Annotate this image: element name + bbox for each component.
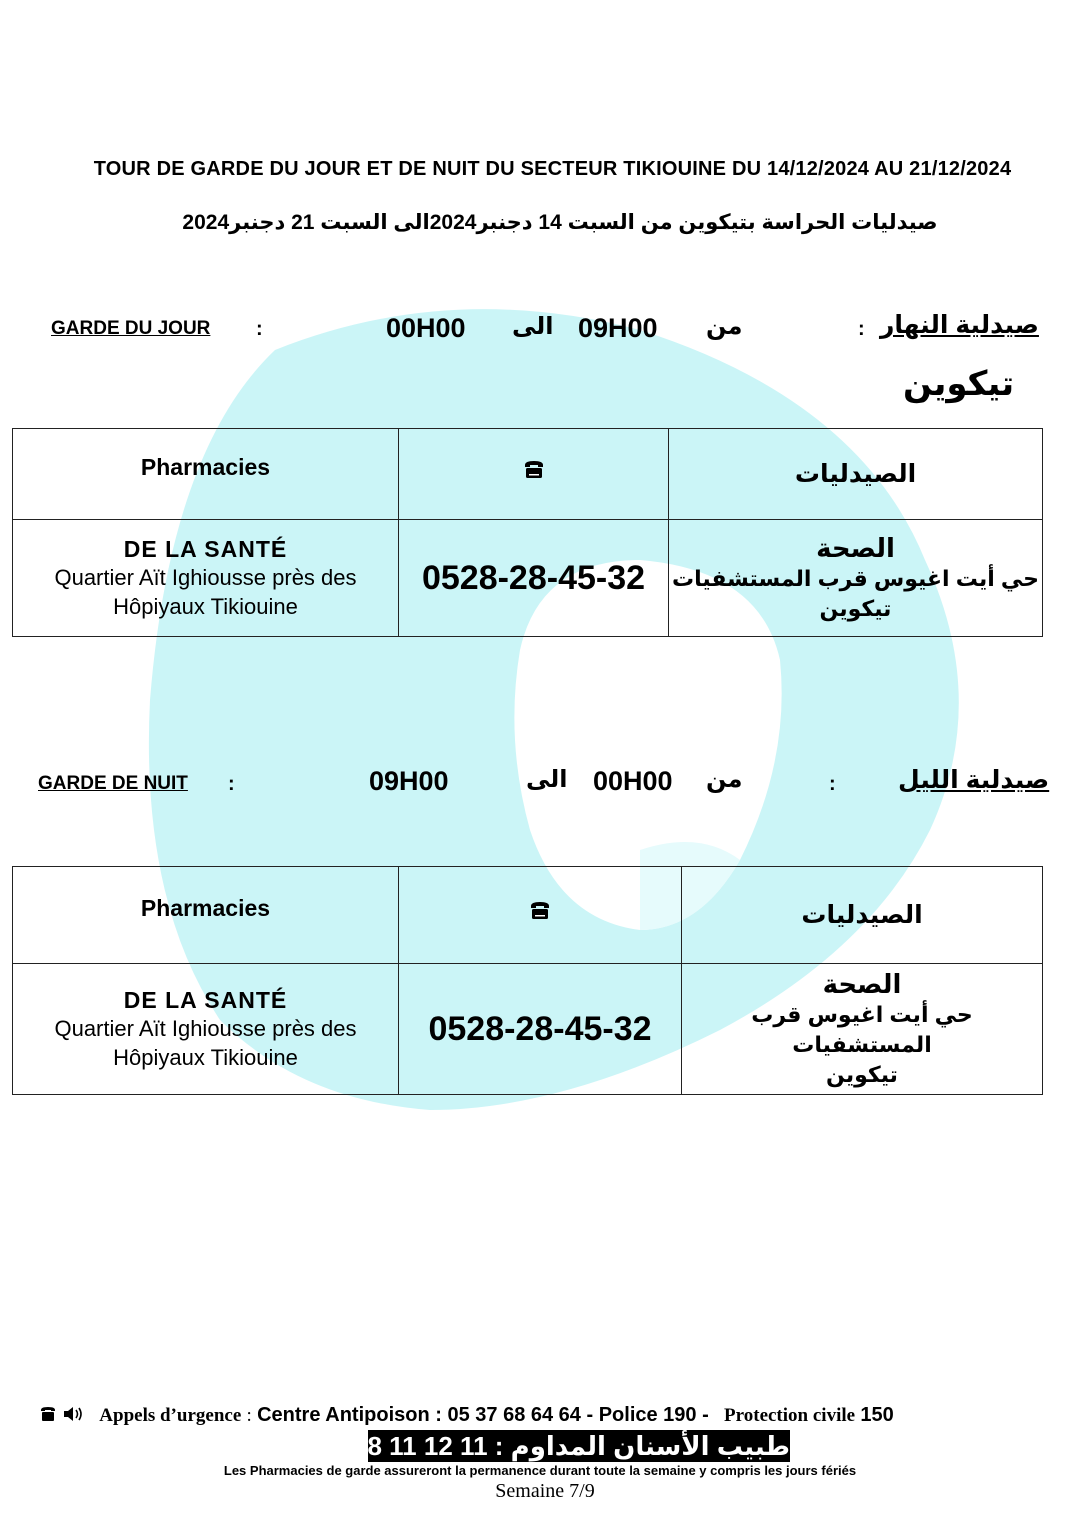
day-pharmacy-phone: 0528-28-45-32	[421, 558, 646, 597]
night-pharmacy-ar-cell	[682, 964, 1043, 1095]
day-pharmacy-address-fr-2: Hôpiyaux Tikiouine	[113, 593, 298, 619]
night-colon: :	[228, 773, 235, 795]
document-title-ar: صيدليات الحراسة بتيكوين من السبت 14 دجنبر2024الى السبت 21 دجنبر2024	[182, 211, 938, 234]
header-pharmacies-ar: الصيدليات	[669, 429, 1043, 520]
dentist-on-call: طبيب الأسنان المداوم : 11 12 11 08 06	[316, 1431, 790, 1461]
night-pharmacy-address-ar-1: حي أيت اغيوس قرب المستشفيات	[751, 1001, 973, 1057]
night-to-ar: الى	[526, 766, 568, 793]
night-pharmacy-address-fr-1: Quartier Aït Ighiousse près des	[54, 1015, 357, 1041]
night-pharmacy-address-fr-2: Hôpiyaux Tikiouine	[113, 1044, 298, 1070]
night-from-ar: من	[706, 766, 743, 793]
permanence-notice: Les Pharmacies de garde assureront la permanence durant toute la semaine y compris les jours fériés	[223, 1463, 857, 1478]
night-colon-ar: :	[829, 773, 836, 795]
emergency-calls-line	[40, 1404, 894, 1427]
telephone-icon	[522, 457, 546, 481]
night-pharmacy-fr-cell	[13, 964, 399, 1095]
night-time-end: 09H00	[369, 766, 449, 796]
civil-protection-number: 150	[860, 1404, 894, 1426]
telephone-icon	[528, 898, 552, 922]
header-pharmacies-fr: Pharmacies	[13, 429, 399, 520]
day-pharmacy-name-ar: الصحة	[816, 532, 895, 563]
day-pharmacy-address-ar-1: حي أيت اغيوس قرب المستشفيات	[671, 565, 1040, 591]
emergency-colon: :	[246, 1405, 252, 1426]
header-pharmacies-fr: Pharmacies	[13, 867, 399, 964]
day-pharmacy-ar-cell	[669, 520, 1043, 637]
day-pharmacy-table	[12, 428, 1043, 637]
day-pharmacy-address-fr-1: Quartier Aït Ighiousse près des	[54, 564, 357, 590]
night-pharmacy-phone-cell	[399, 964, 682, 1095]
day-to-ar: الى	[512, 313, 554, 340]
night-pharmacy-name-fr: DE LA SANTÉ	[123, 986, 288, 1013]
night-pharmacy-name-ar: الصحة	[822, 968, 902, 999]
night-time-start: 00H00	[593, 766, 673, 796]
night-pharmacy-phone: 0528-28-45-32	[428, 1009, 652, 1048]
day-label-fr: GARDE DU JOUR	[51, 318, 211, 339]
day-colon-ar: :	[858, 318, 865, 340]
day-time-end: 00H00	[386, 313, 466, 343]
header-pharmacies-ar: الصيدليات	[682, 867, 1043, 964]
day-pharmacy-phone-cell	[399, 520, 669, 637]
day-pharmacy-name-fr: DE LA SANTÉ	[123, 535, 288, 562]
document-title-fr: TOUR DE GARDE DU JOUR ET DE NUIT DU SECTEUR TIKIOUINE DU 14/12/2024 AU 21/12/2024	[93, 158, 1012, 180]
day-from-ar: من	[706, 313, 743, 340]
day-city-ar: تيكوين	[903, 365, 1015, 403]
day-colon: :	[256, 318, 263, 340]
header-phone	[399, 429, 669, 520]
antipoison-police-text: Centre Antipoison : 05 37 68 64 64 - Police 190 -	[257, 1404, 709, 1426]
header-phone	[399, 867, 682, 964]
day-label-ar: صيدلية النهار	[880, 311, 1039, 339]
emergency-label: Appels d’urgence	[99, 1405, 242, 1426]
civil-protection-label: Protection civile	[724, 1405, 856, 1426]
day-pharmacy-address-ar-2: تيكوين	[819, 595, 892, 621]
night-label-ar: صيدلية الليل	[898, 766, 1050, 794]
week-number: Semaine 7/9	[495, 1480, 595, 1502]
night-pharmacy-table	[12, 866, 1043, 1095]
day-time-start: 09H00	[578, 313, 658, 343]
phone-speaker-icon	[40, 1405, 84, 1423]
night-pharmacy-address-ar-2: تيكوين	[826, 1061, 898, 1087]
night-label-fr: GARDE DE NUIT	[38, 773, 188, 794]
day-pharmacy-fr-cell	[13, 520, 399, 637]
